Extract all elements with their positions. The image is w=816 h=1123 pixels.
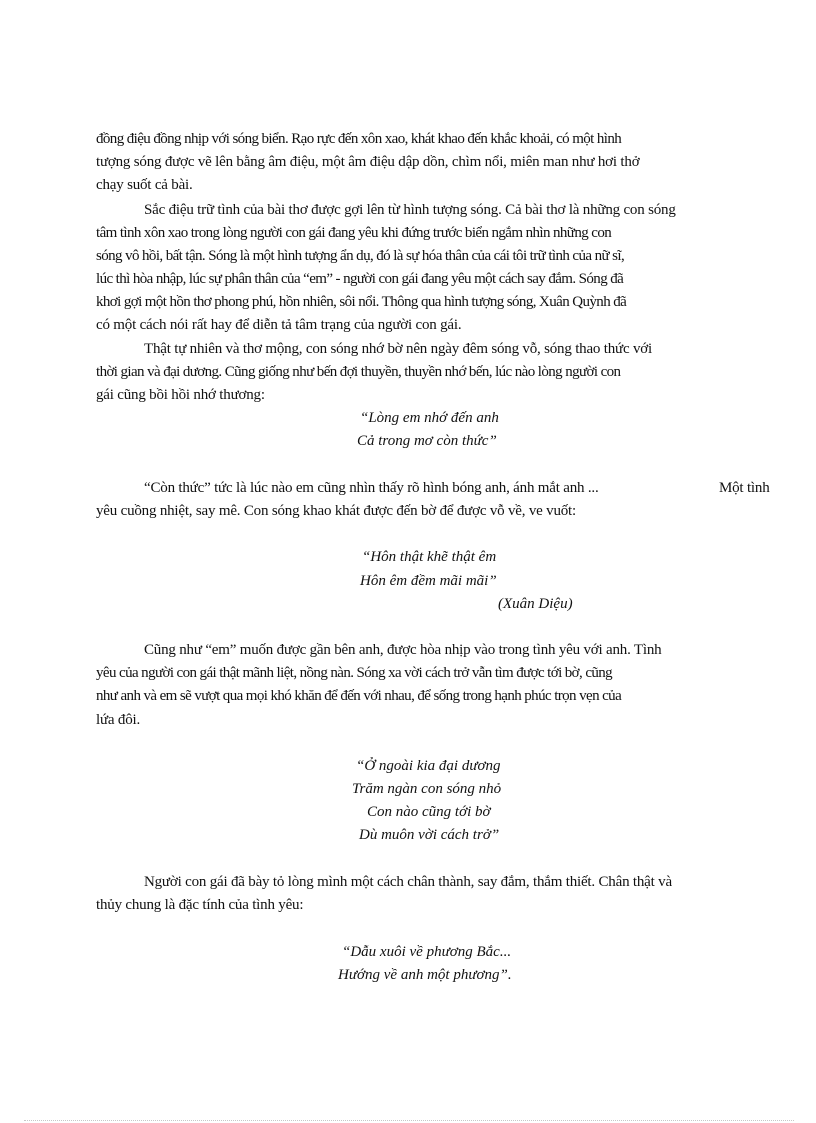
body-text-line: đồng điệu đồng nhịp với sóng biển. Rạo rực đến xôn xao, khát khao đến khắc khoải, có một hình — [96, 131, 622, 147]
verse-line: Dù muôn vời cách trở” — [359, 827, 500, 843]
body-text-line: chạy suốt cả bài. — [96, 177, 193, 193]
verse-line: Hôn êm đềm mãi mãi” — [360, 573, 497, 589]
verse-line: Cả trong mơ còn thức” — [357, 433, 497, 449]
verse-line: Hướng về anh một phương”. — [338, 967, 512, 983]
body-text-line: thời gian và đại dương. Cũng giống như bến đợi thuyền, thuyền nhớ bến, lúc nào lòng người con — [96, 364, 621, 380]
page-bottom-divider — [24, 1120, 794, 1121]
body-text-line: lúc thì hòa nhập, lúc sự phân thân của “em” - người con gái đang yêu một cách say đắm. Sóng đã — [96, 271, 624, 287]
body-text-line: như anh và em sẽ vượt qua mọi khó khăn để đến với nhau, để sống trong hạnh phúc trọn vẹn của — [96, 688, 622, 704]
body-text-line: yêu của người con gái thật mãnh liệt, nồng nàn. Sóng xa vời cách trở vẫn tìm được tới bờ, cũng — [96, 665, 613, 681]
body-text-line: khơi gợi một hồn thơ phong phú, hồn nhiên, sôi nổi. Thông qua hình tượng sóng, Xuân Quỳnh đã — [96, 294, 627, 310]
verse-line: “Lòng em nhớ đến anh — [360, 410, 499, 426]
body-text-line: yêu cuồng nhiệt, say mê. Con sóng khao khát được đến bờ để được vỗ về, ve vuốt: — [96, 503, 576, 519]
body-text-line: Sắc điệu trữ tình của bài thơ được gợi lên từ hình tượng sóng. Cả bài thơ là những con sóng — [144, 202, 676, 218]
verse-line: Trăm ngàn con sóng nhỏ — [352, 781, 502, 797]
body-text-line: gái cũng bồi hồi nhớ thương: — [96, 387, 265, 403]
body-text-line: sóng vô hồi, bất tận. Sóng là một hình tượng ẩn dụ, đó là sự hóa thân của cái tôi trữ tình của nữ sĩ, — [96, 248, 625, 264]
body-text-line: Cũng như “em” muốn được gần bên anh, được hòa nhịp vào trong tình yêu với anh. Tình — [144, 642, 662, 658]
body-text-line: “Còn thức” tức là lúc nào em cũng nhìn thấy rõ hình bóng anh, ánh mắt anh ... — [144, 480, 599, 496]
verse-line: Con nào cũng tới bờ — [367, 804, 491, 820]
body-text-line: tâm tình xôn xao trong lòng người con gái đang yêu khi đứng trước biển ngắm nhìn những con — [96, 225, 612, 241]
body-text-line: Thật tự nhiên và thơ mộng, con sóng nhớ bờ nên ngày đêm sóng vỗ, sóng thao thức với — [144, 341, 652, 357]
body-text-line: có một cách nói rất hay để diễn tả tâm trạng của người con gái. — [96, 317, 462, 333]
verse-line: “Dẫu xuôi về phương Bắc... — [342, 944, 512, 960]
verse-line: “Hôn thật khẽ thật êm — [362, 549, 497, 565]
body-text-line: tượng sóng được vẽ lên bằng âm điệu, một âm điệu dập dồn, chìm nổi, miên man như hơi thở — [96, 154, 640, 170]
verse-attribution: (Xuân Diệu) — [498, 596, 573, 612]
body-text-line: thủy chung là đặc tính của tình yêu: — [96, 897, 304, 913]
body-text-line: Người con gái đã bày tỏ lòng mình một cách chân thành, say đắm, thắm thiết. Chân thật và — [144, 874, 672, 890]
body-text-line: Một tình — [719, 480, 770, 496]
body-text-line: lứa đôi. — [96, 712, 141, 728]
verse-line: “Ở ngoài kia đại dương — [356, 758, 501, 774]
